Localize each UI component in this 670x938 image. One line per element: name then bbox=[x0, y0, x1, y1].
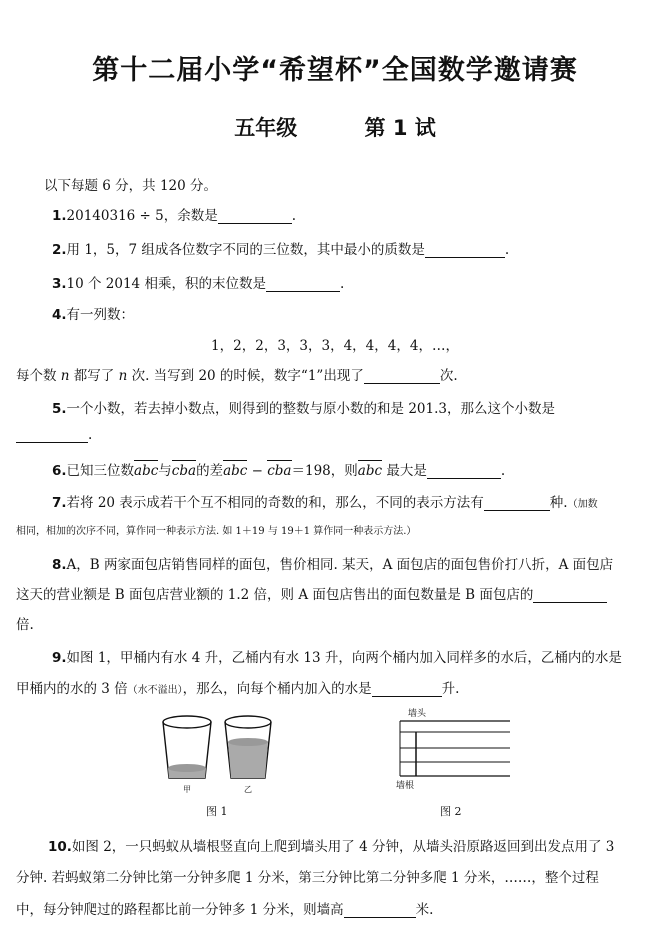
grade-label: 五年级 bbox=[234, 116, 298, 140]
wall-bottom-label: 墙根 bbox=[396, 781, 415, 791]
question-end: 种. bbox=[549, 495, 568, 511]
overline-abc: abc bbox=[134, 463, 159, 479]
question-8-line2 bbox=[16, 583, 607, 603]
question-text: 如图 1，甲桶内有水 4 升，乙桶内有水 13 升，向两个桶内加入同样多的水后，乙桶内的水是 bbox=[66, 650, 622, 666]
var-n: n bbox=[60, 368, 70, 384]
figure-1-caption: 图 1 bbox=[206, 805, 228, 818]
question-end: . bbox=[291, 208, 297, 224]
text: ，那么，向每个桶内加入的水是 bbox=[182, 681, 372, 697]
answer-blank bbox=[484, 496, 550, 511]
question-7-note: 相同，相加的次序不同，算作同一种表示方法. 如 1＋19 与 19＋1 算作同一种表示方法.） bbox=[16, 526, 417, 537]
test-label: 第 1 试 bbox=[364, 116, 436, 140]
overline-cba: cba bbox=[171, 463, 197, 479]
text: 与 bbox=[158, 463, 172, 479]
question-text: 用 1，5，7 组成各位数字不同的三位数，其中最小的质数是 bbox=[66, 242, 425, 258]
text: 最大是 bbox=[386, 463, 427, 479]
question-number: 3. bbox=[52, 276, 67, 292]
answer-blank bbox=[344, 903, 416, 918]
question-number: 4. bbox=[52, 307, 67, 323]
question-6 bbox=[52, 459, 505, 479]
overline-cba: cba bbox=[267, 463, 292, 479]
note: （水不溢出） bbox=[127, 685, 183, 696]
text: 都写了 bbox=[73, 368, 115, 384]
question-5-line2 bbox=[16, 427, 92, 443]
question-5 bbox=[52, 397, 555, 417]
question-end: 升. bbox=[441, 681, 460, 697]
question-9-line2 bbox=[16, 677, 459, 697]
question-10-line2: 分钟. 若蚂蚁第二分钟比第一分钟多爬 1 分米，第三分钟比第二分钟多爬 1 分米，……，整个过程 bbox=[16, 870, 599, 886]
overline-abc: abc bbox=[223, 463, 248, 479]
question-number: 7. bbox=[52, 495, 67, 511]
bucket-jia-label: 甲 bbox=[183, 785, 191, 794]
question-text: 如图 2，一只蚂蚁从墙根竖直向上爬到墙头用了 4 分钟，从墙头沿原路返回到出发点用了 3 bbox=[71, 839, 615, 855]
question-number: 5. bbox=[52, 401, 67, 417]
bucket-yi bbox=[225, 716, 271, 778]
question-4 bbox=[52, 303, 134, 323]
var-n: n bbox=[118, 368, 128, 384]
question-text: A，B 两家面包店销售同样的面包，售价相同. 某天，A 面包店的面包售价打八折，A 面包店 bbox=[66, 557, 614, 573]
answer-blank bbox=[533, 588, 607, 603]
question-text: 20140316 ÷ 5，余数是 bbox=[66, 208, 218, 224]
answer-blank bbox=[266, 277, 340, 292]
answer-blank bbox=[372, 682, 442, 697]
answer-blank bbox=[425, 243, 505, 258]
figure-1-buckets bbox=[155, 712, 275, 794]
text: 次. bbox=[439, 368, 458, 384]
question-number: 10. bbox=[48, 839, 72, 855]
question-8 bbox=[52, 553, 613, 573]
question-4-line2 bbox=[16, 364, 458, 384]
question-end: 米. bbox=[415, 902, 434, 918]
question-text: 若将 20 表示成若干个互不相同的奇数的和，那么，不同的表示方法有 bbox=[66, 495, 484, 511]
question-end: . bbox=[500, 463, 506, 479]
text: 已知三位数 bbox=[66, 463, 135, 479]
question-2 bbox=[52, 238, 509, 258]
number-sequence: 1，2，2，3，3，3，4，4，4，4，…， bbox=[211, 338, 459, 354]
text: 的差 bbox=[196, 463, 224, 479]
figure-2-caption: 图 2 bbox=[440, 805, 462, 818]
question-7 bbox=[52, 491, 598, 511]
question-number: 1. bbox=[52, 208, 67, 224]
question-end: . bbox=[504, 242, 510, 258]
page-title: 第十二届小学“希望杯”全国数学邀请赛 bbox=[92, 55, 578, 86]
subtitle bbox=[0, 112, 670, 142]
answer-blank bbox=[427, 464, 501, 479]
question-1 bbox=[52, 204, 296, 224]
answer-blank bbox=[16, 428, 88, 443]
question-number: 6. bbox=[52, 463, 67, 479]
instruction: 以下每题 6 分，共 120 分。 bbox=[44, 178, 218, 194]
text: 每个数 bbox=[16, 368, 57, 384]
question-9 bbox=[52, 646, 622, 666]
question-8-line3: 倍. bbox=[16, 617, 34, 633]
answer-blank bbox=[364, 369, 440, 384]
bucket-jia bbox=[163, 716, 211, 778]
overline-abc: abc bbox=[357, 463, 383, 479]
text: 甲桶内的水的 3 倍 bbox=[16, 681, 128, 697]
question-number: 2. bbox=[52, 242, 67, 258]
question-number: 8. bbox=[52, 557, 67, 573]
answer-blank bbox=[218, 209, 292, 224]
question-3 bbox=[52, 272, 344, 292]
question-end: . bbox=[88, 427, 93, 443]
figure-2-wall bbox=[392, 704, 512, 794]
bucket-yi-label: 乙 bbox=[244, 785, 252, 794]
note: （加数 bbox=[567, 499, 598, 510]
question-text: 中，每分钟爬过的路程都比前一分钟多 1 分米，则墙高 bbox=[16, 902, 344, 918]
text: ＝198，则 bbox=[291, 463, 358, 479]
text: − bbox=[251, 463, 263, 479]
question-text: 一个小数，若去掉小数点，则得到的整数与原小数的和是 201.3，那么这个小数是 bbox=[66, 401, 555, 417]
question-end: . bbox=[339, 276, 345, 292]
question-number: 9. bbox=[52, 650, 67, 666]
question-text: 10 个 2014 相乘，积的末位数是 bbox=[66, 276, 266, 292]
question-10 bbox=[48, 835, 614, 855]
question-text: 有一列数： bbox=[66, 307, 135, 323]
wall-top-label: 墙头 bbox=[408, 709, 427, 719]
question-10-line3 bbox=[16, 898, 433, 918]
text: 次. 当写到 20 的时候，数字“1”出现了 bbox=[131, 368, 364, 384]
question-text: 这天的营业额是 B 面包店营业额的 1.2 倍，则 A 面包店售出的面包数量是 B 面包店的 bbox=[16, 587, 534, 603]
